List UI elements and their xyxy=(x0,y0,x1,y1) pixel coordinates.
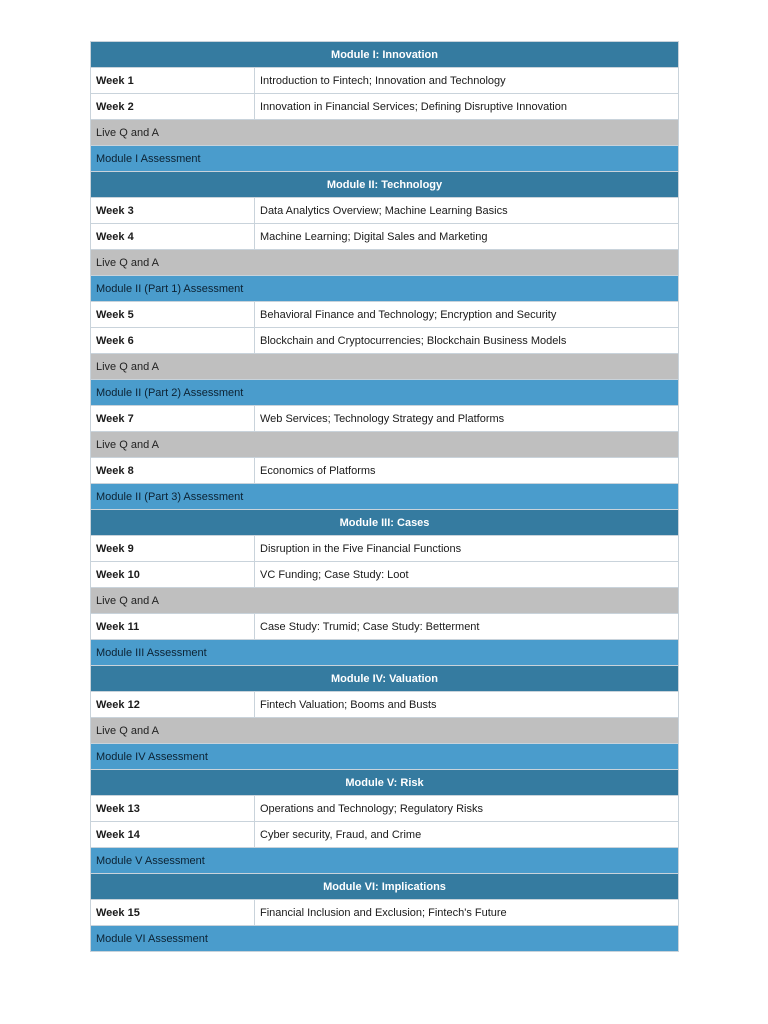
assessment-row xyxy=(91,640,679,666)
week-row xyxy=(91,562,679,588)
week-topic: Blockchain and Cryptocurrencies; Blockchain Business Models xyxy=(255,328,679,354)
week-topic: Disruption in the Five Financial Functions xyxy=(255,536,679,562)
week-topic: Fintech Valuation; Booms and Busts xyxy=(255,692,679,718)
week-row xyxy=(91,94,679,120)
assessment-label: Module I Assessment xyxy=(91,146,679,172)
week-label: Week 14 xyxy=(91,822,255,848)
course-schedule-table xyxy=(90,41,679,952)
live-qa-row xyxy=(91,718,679,744)
assessment-row xyxy=(91,146,679,172)
week-topic: Innovation in Financial Services; Defining Disruptive Innovation xyxy=(255,94,679,120)
week-label: Week 7 xyxy=(91,406,255,432)
week-label: Week 1 xyxy=(91,68,255,94)
week-row xyxy=(91,692,679,718)
week-label: Week 2 xyxy=(91,94,255,120)
week-topic: Introduction to Fintech; Innovation and Technology xyxy=(255,68,679,94)
module-header-row xyxy=(91,172,679,198)
week-topic: VC Funding; Case Study: Loot xyxy=(255,562,679,588)
assessment-label: Module V Assessment xyxy=(91,848,679,874)
week-label: Week 6 xyxy=(91,328,255,354)
live-qa-row xyxy=(91,354,679,380)
week-label: Week 10 xyxy=(91,562,255,588)
module-title: Module IV: Valuation xyxy=(91,666,679,692)
live-qa-row xyxy=(91,120,679,146)
week-label: Week 15 xyxy=(91,900,255,926)
week-row xyxy=(91,302,679,328)
module-header-row xyxy=(91,666,679,692)
week-label: Week 11 xyxy=(91,614,255,640)
week-label: Week 3 xyxy=(91,198,255,224)
module-title: Module V: Risk xyxy=(91,770,679,796)
module-header-row xyxy=(91,874,679,900)
assessment-row xyxy=(91,276,679,302)
week-topic: Economics of Platforms xyxy=(255,458,679,484)
week-label: Week 8 xyxy=(91,458,255,484)
live-qa-label: Live Q and A xyxy=(91,588,679,614)
week-topic: Operations and Technology; Regulatory Risks xyxy=(255,796,679,822)
module-header-row xyxy=(91,510,679,536)
module-title: Module VI: Implications xyxy=(91,874,679,900)
live-qa-label: Live Q and A xyxy=(91,354,679,380)
week-row xyxy=(91,900,679,926)
week-topic: Case Study: Trumid; Case Study: Betterment xyxy=(255,614,679,640)
week-row xyxy=(91,406,679,432)
week-label: Week 13 xyxy=(91,796,255,822)
week-row xyxy=(91,614,679,640)
assessment-row xyxy=(91,744,679,770)
assessment-row xyxy=(91,484,679,510)
live-qa-row xyxy=(91,250,679,276)
assessment-row xyxy=(91,380,679,406)
live-qa-row xyxy=(91,432,679,458)
week-row xyxy=(91,224,679,250)
week-label: Week 4 xyxy=(91,224,255,250)
schedule-body xyxy=(91,42,679,952)
week-topic: Data Analytics Overview; Machine Learning Basics xyxy=(255,198,679,224)
week-topic: Cyber security, Fraud, and Crime xyxy=(255,822,679,848)
assessment-row xyxy=(91,848,679,874)
module-title: Module II: Technology xyxy=(91,172,679,198)
week-row xyxy=(91,328,679,354)
week-label: Week 12 xyxy=(91,692,255,718)
assessment-label: Module IV Assessment xyxy=(91,744,679,770)
week-row xyxy=(91,796,679,822)
assessment-label: Module II (Part 3) Assessment xyxy=(91,484,679,510)
week-topic: Financial Inclusion and Exclusion; Fintech's Future xyxy=(255,900,679,926)
module-header-row xyxy=(91,42,679,68)
week-label: Week 5 xyxy=(91,302,255,328)
week-topic: Web Services; Technology Strategy and Platforms xyxy=(255,406,679,432)
live-qa-label: Live Q and A xyxy=(91,432,679,458)
live-qa-label: Live Q and A xyxy=(91,718,679,744)
week-row xyxy=(91,198,679,224)
live-qa-label: Live Q and A xyxy=(91,250,679,276)
assessment-row xyxy=(91,926,679,952)
week-row xyxy=(91,458,679,484)
week-row xyxy=(91,536,679,562)
module-header-row xyxy=(91,770,679,796)
week-row xyxy=(91,822,679,848)
assessment-label: Module II (Part 2) Assessment xyxy=(91,380,679,406)
assessment-label: Module III Assessment xyxy=(91,640,679,666)
week-label: Week 9 xyxy=(91,536,255,562)
live-qa-row xyxy=(91,588,679,614)
assessment-label: Module VI Assessment xyxy=(91,926,679,952)
module-title: Module III: Cases xyxy=(91,510,679,536)
assessment-label: Module II (Part 1) Assessment xyxy=(91,276,679,302)
week-topic: Behavioral Finance and Technology; Encryption and Security xyxy=(255,302,679,328)
week-topic: Machine Learning; Digital Sales and Marketing xyxy=(255,224,679,250)
week-row xyxy=(91,68,679,94)
module-title: Module I: Innovation xyxy=(91,42,679,68)
live-qa-label: Live Q and A xyxy=(91,120,679,146)
